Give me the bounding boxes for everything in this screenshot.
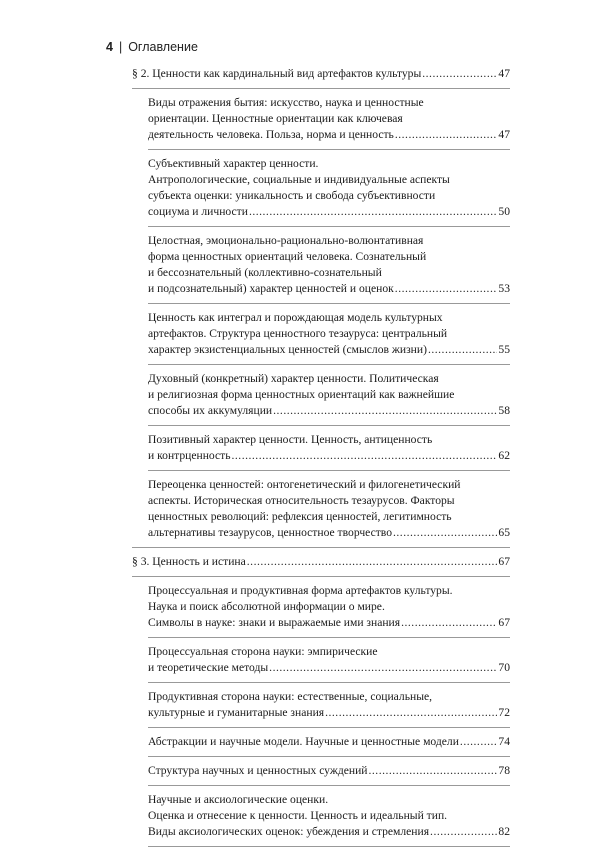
entry-divider	[148, 785, 510, 786]
toc-entry-title: Структура научных и ценностных суждений	[148, 764, 368, 777]
entry-divider	[148, 364, 510, 365]
toc-entry-line: и религиозная форма ценностных ориентаций как важнейшие	[148, 388, 455, 401]
dot-leader	[325, 705, 497, 721]
toc-entry-last-line	[148, 660, 510, 676]
toc-entry-title: характер экзистенциальных ценностей (смыслов жизни)	[148, 343, 427, 356]
running-header	[106, 40, 198, 54]
toc-entry-line: Наука и поиск абсолютной информации о мире.	[148, 600, 385, 613]
toc-entry-title: культурные и гуманитарные знания	[148, 706, 325, 719]
toc-entry-last-line	[148, 281, 510, 297]
dot-leader	[395, 127, 498, 143]
toc-entry-line: Процессуальная сторона науки: эмпирические	[148, 645, 378, 658]
toc-entry-title: социума и личности	[148, 205, 248, 218]
toc-page-number: 70	[498, 661, 510, 674]
dot-leader	[401, 615, 497, 631]
toc-entry-last-line	[148, 734, 510, 750]
dot-leader	[269, 660, 497, 676]
toc-entry-title: § 3. Ценность и истина	[132, 555, 246, 568]
toc-entry-title: Символы в науке: знаки и выражаемые ими знания	[148, 616, 401, 629]
toc-subsection-entry[interactable]	[148, 734, 510, 750]
toc-entry-line: Продуктивная сторона науки: естественные, социальные,	[148, 690, 433, 703]
toc-page-number: 58	[498, 404, 510, 417]
toc-entry-title: способы их аккумуляции	[148, 404, 273, 417]
toc-entry-line: аспекты. Историческая относительность тезаурусов. Факторы	[148, 494, 455, 507]
toc-page-number: 67	[498, 555, 510, 568]
toc-entry-line: Процессуальная и продуктивная форма артефактов культуры.	[148, 584, 453, 597]
entry-divider	[148, 226, 510, 227]
toc-entry-last-line	[148, 824, 510, 840]
toc-entry-line: и бессознательный (коллективно-сознательный	[148, 266, 382, 279]
dot-leader	[395, 281, 498, 297]
toc-subsection-entry[interactable]	[148, 371, 510, 419]
toc-entry-last-line	[148, 763, 510, 779]
toc-entry-line: Целостная, эмоционально-рационально-волюнтативная	[148, 234, 424, 247]
toc-entry-title: и контрценность	[148, 449, 231, 462]
toc-page-number: 53	[498, 282, 510, 295]
toc-entry-title: § 2. Ценности как кардинальный вид артефактов культуры	[132, 67, 422, 80]
dot-leader	[247, 554, 498, 570]
toc-entry-line: Оценка и отнесение к ценности. Ценность и идеальный тип.	[148, 809, 448, 822]
entry-divider	[148, 149, 510, 150]
toc-page-number: 72	[498, 706, 510, 719]
toc-subsection-entry[interactable]	[148, 310, 510, 358]
dot-leader	[273, 403, 497, 419]
toc-subsection-entry[interactable]	[148, 233, 510, 297]
toc-subsection-entry[interactable]	[148, 583, 510, 631]
dot-leader	[422, 66, 497, 82]
dot-leader	[249, 204, 497, 220]
entry-divider	[132, 88, 510, 89]
table-of-contents	[132, 66, 510, 853]
toc-entry-last-line	[148, 705, 510, 721]
toc-page-number: 67	[498, 616, 510, 629]
entry-divider	[148, 425, 510, 426]
toc-page-number: 50	[498, 205, 510, 218]
toc-entry-title: Абстракции и научные модели. Научные и ценностные модели	[148, 735, 459, 748]
toc-entry-line: Антропологические, социальные и индивидуальные аспекты	[148, 173, 450, 186]
toc-entry-title: альтернативы тезаурусов, ценностное творчество	[148, 526, 392, 539]
toc-entry-title: Виды аксиологических оценок: убеждения и стремления	[148, 825, 430, 838]
toc-entry-last-line	[148, 342, 510, 358]
entry-divider	[148, 470, 510, 471]
toc-page-number: 74	[498, 735, 510, 748]
toc-page-number: 47	[498, 128, 510, 141]
toc-entry-line: субъекта оценки: уникальность и свобода субъективности	[148, 189, 436, 202]
dot-leader	[393, 525, 497, 541]
toc-entry-last-line	[132, 554, 510, 570]
entry-divider	[148, 682, 510, 683]
toc-entry-line: форма ценностных ориентаций человека. Сознательный	[148, 250, 427, 263]
toc-entry-line: Ценность как интеграл и порождающая модель культурных	[148, 311, 443, 324]
entry-divider	[148, 756, 510, 757]
toc-page-number: 47	[498, 67, 510, 80]
toc-page-number: 82	[498, 825, 510, 838]
toc-entry-line: Позитивный характер ценности. Ценность, антиценность	[148, 433, 433, 446]
toc-page-number: 78	[498, 764, 510, 777]
dot-leader	[460, 734, 497, 750]
toc-entry-title: и теоретические методы	[148, 661, 269, 674]
toc-entry-last-line	[148, 204, 510, 220]
entry-divider	[132, 547, 510, 548]
entry-divider	[148, 846, 510, 847]
toc-entry-last-line	[148, 403, 510, 419]
toc-entry-line: Научные и аксиологические оценки.	[148, 793, 329, 806]
toc-subsection-entry[interactable]	[148, 644, 510, 676]
toc-subsection-entry[interactable]	[148, 432, 510, 464]
toc-entry-line: ценностных революций: рефлексия ценностей, легитимность	[148, 510, 452, 523]
entry-divider	[132, 576, 510, 577]
page-number: 4	[106, 40, 113, 54]
header-separator: |	[118, 40, 123, 54]
toc-entry-line: артефактов. Структура ценностного тезауруса: центральный	[148, 327, 448, 340]
toc-subsection-entry[interactable]	[148, 95, 510, 143]
dot-leader	[430, 824, 497, 840]
toc-section-entry[interactable]	[132, 554, 510, 570]
dot-leader	[428, 342, 497, 358]
toc-entry-last-line	[148, 448, 510, 464]
entry-divider	[148, 727, 510, 728]
toc-entry-title: деятельность человека. Польза, норма и ценность	[148, 128, 394, 141]
toc-entry-last-line	[148, 127, 510, 143]
toc-page-number: 55	[498, 343, 510, 356]
toc-section-entry[interactable]	[132, 66, 510, 82]
toc-entry-line: Переоценка ценностей: онтогенетический и филогенетический	[148, 478, 461, 491]
toc-subsection-entry[interactable]	[148, 689, 510, 721]
dot-leader	[232, 448, 498, 464]
toc-entry-last-line	[148, 525, 510, 541]
toc-page-number: 65	[498, 526, 510, 539]
dot-leader	[369, 763, 498, 779]
toc-subsection-entry[interactable]	[148, 792, 510, 840]
toc-entry-last-line	[148, 615, 510, 631]
toc-entry-line: Виды отражения бытия: искусство, наука и ценностные	[148, 96, 424, 109]
toc-subsection-entry[interactable]	[148, 477, 510, 541]
header-title: Оглавление	[128, 40, 198, 54]
toc-entry-line: Субъективный характер ценности.	[148, 157, 319, 170]
toc-entry-line: ориентации. Ценностные ориентации как ключевая	[148, 112, 403, 125]
entry-divider	[148, 303, 510, 304]
toc-entry-title: и подсознательный) характер ценностей и оценок	[148, 282, 394, 295]
entry-divider	[148, 637, 510, 638]
toc-subsection-entry[interactable]	[148, 156, 510, 220]
toc-subsection-entry[interactable]	[148, 763, 510, 779]
toc-entry-line: Духовный (конкретный) характер ценности. Политическая	[148, 372, 439, 385]
toc-entry-last-line	[132, 66, 510, 82]
toc-page-number: 62	[498, 449, 510, 462]
